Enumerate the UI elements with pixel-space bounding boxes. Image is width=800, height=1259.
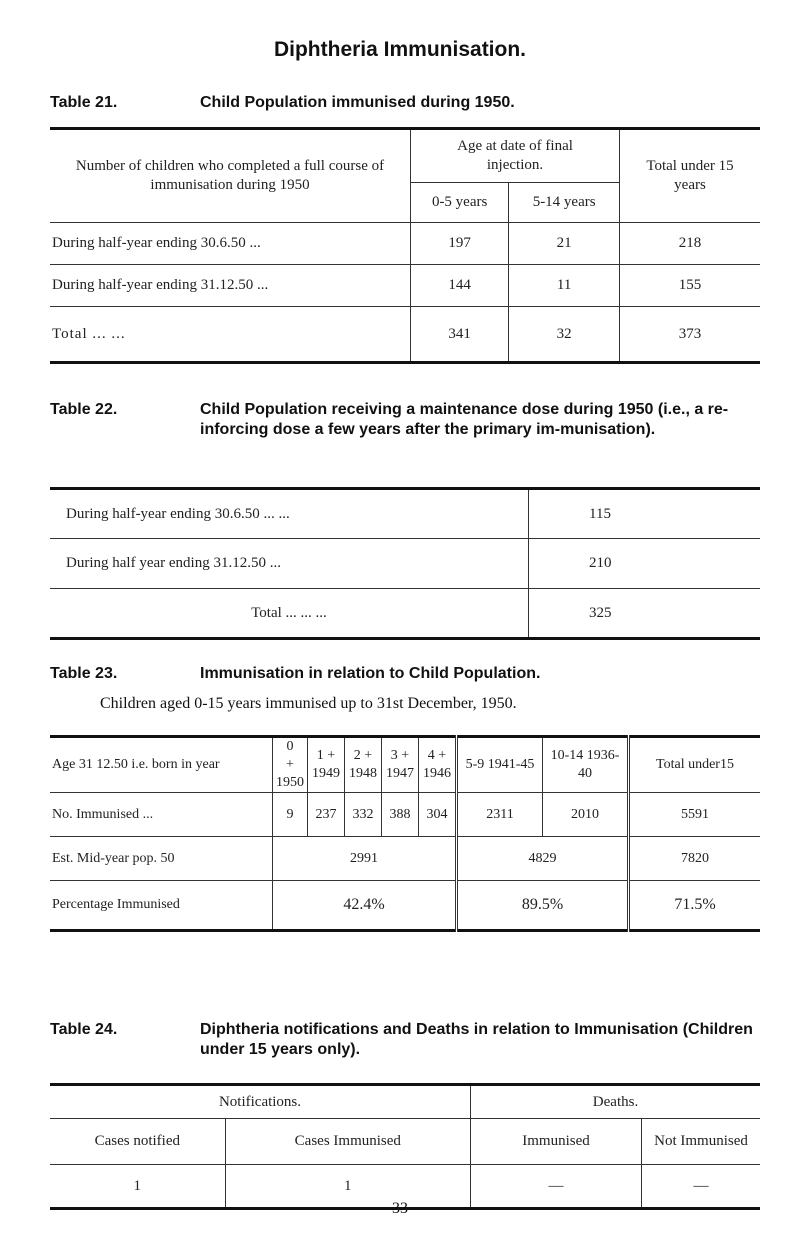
table22-number: Table 22. bbox=[50, 401, 118, 418]
t23-cell: 5591 bbox=[629, 793, 761, 837]
table-row bbox=[50, 837, 760, 881]
t23-cell: 9 bbox=[273, 793, 308, 837]
t21-header-age-a: 0-5 years bbox=[411, 183, 509, 223]
table-row bbox=[50, 539, 760, 589]
t23-row-label: Percentage Immunised bbox=[50, 881, 273, 931]
table24-title: Diphtheria notifications and Deaths in relation to Immunisation (Children under 15 years only). bbox=[200, 1021, 753, 1058]
table-row bbox=[50, 881, 760, 931]
table22 bbox=[50, 487, 760, 640]
t23-col-header: 4 + 1946 bbox=[419, 737, 457, 793]
t24-col-header: Cases notified bbox=[50, 1119, 225, 1165]
t23-col-header: 2 + 1948 bbox=[345, 737, 382, 793]
t24-notifications: Notifications. bbox=[50, 1085, 471, 1119]
t24-cell: — bbox=[471, 1165, 642, 1209]
t21-cell: 21 bbox=[509, 223, 620, 265]
t23-col-header: 5-9 1941-45 bbox=[457, 737, 543, 793]
t23-row-label: No. Immunised ... bbox=[50, 793, 273, 837]
table24-number: Table 24. bbox=[50, 1021, 118, 1038]
t21-cell: 218 bbox=[620, 223, 761, 265]
t21-row-label: During half-year ending 31.12.50 ... bbox=[50, 265, 411, 307]
t22-row-label: During half year ending 31.12.50 ... bbox=[50, 539, 529, 589]
t23-cell: 2991 bbox=[273, 837, 457, 881]
t21-cell: 373 bbox=[620, 307, 761, 363]
t23-col-header: 3 + 1947 bbox=[382, 737, 419, 793]
t21-header-total: Total under 15 years bbox=[620, 129, 761, 223]
t23-cell: 2010 bbox=[543, 793, 629, 837]
table22-caption bbox=[50, 400, 770, 464]
t24-deaths: Deaths. bbox=[471, 1085, 761, 1119]
table23-caption bbox=[50, 664, 770, 688]
t24-col-header: Not Immunised bbox=[642, 1119, 761, 1165]
t21-row-label: During half-year ending 30.6.50 ... bbox=[50, 223, 411, 265]
t23-cell: 2311 bbox=[457, 793, 543, 837]
t21-cell: 32 bbox=[509, 307, 620, 363]
t23-col-header: Total under15 bbox=[629, 737, 761, 793]
t21-cell: 11 bbox=[509, 265, 620, 307]
t24-col-header: Immunised bbox=[471, 1119, 642, 1165]
t23-cell: 332 bbox=[345, 793, 382, 837]
t21-cell: 144 bbox=[411, 265, 509, 307]
table-row bbox=[50, 307, 760, 363]
t23-cell: 304 bbox=[419, 793, 457, 837]
table-row bbox=[50, 265, 760, 307]
t24-col-header: Cases Immunised bbox=[225, 1119, 470, 1165]
t22-cell: 115 bbox=[529, 489, 761, 539]
table23-subtitle: Children aged 0-15 years immunised up to 31st December, 1950. bbox=[100, 695, 517, 712]
page-number: 33 bbox=[392, 1200, 408, 1217]
t23-col-header: 1 + 1949 bbox=[308, 737, 345, 793]
table-row bbox=[50, 223, 760, 265]
t21-cell: 155 bbox=[620, 265, 761, 307]
t22-row-label: During half-year ending 30.6.50 ... ... bbox=[50, 489, 529, 539]
table21-caption bbox=[50, 93, 770, 117]
table-row bbox=[50, 793, 760, 837]
table23-number: Table 23. bbox=[50, 665, 118, 682]
t23-cell: 89.5% bbox=[457, 881, 629, 931]
t23-cell: 388 bbox=[382, 793, 419, 837]
table24-caption bbox=[50, 1020, 770, 1066]
table21-number: Table 21. bbox=[50, 94, 118, 111]
t24-cell: 1 bbox=[50, 1165, 225, 1209]
t22-row-label: Total ... ... ... bbox=[50, 589, 529, 639]
t21-row-label: Total ... ... bbox=[50, 307, 411, 363]
t23-cell: 4829 bbox=[457, 837, 629, 881]
t23-col-header: 0 + 1950 bbox=[273, 737, 308, 793]
table24 bbox=[50, 1083, 760, 1210]
t21-header-col1: Number of children who completed a full course of immunisation during 1950 bbox=[50, 129, 411, 223]
table-row bbox=[50, 489, 760, 539]
t24-cell: — bbox=[642, 1165, 761, 1209]
t22-cell: 325 bbox=[529, 589, 761, 639]
t23-header-label: Age 31 12.50 i.e. born in year bbox=[50, 737, 273, 793]
t23-cell: 71.5% bbox=[629, 881, 761, 931]
t23-cell: 42.4% bbox=[273, 881, 457, 931]
table23 bbox=[50, 735, 760, 932]
table22-title: Child Population receiving a maintenance dose during 1950 (i.e., a re-inforcing dose a few years after the primary im-munisation). bbox=[200, 401, 729, 438]
t24-cell: 1 bbox=[225, 1165, 470, 1209]
t22-cell: 210 bbox=[529, 539, 761, 589]
table21-title: Child Population immunised during 1950. bbox=[200, 94, 515, 111]
t23-row-label: Est. Mid-year pop. 50 bbox=[50, 837, 273, 881]
table-row bbox=[50, 589, 760, 639]
t23-col-header: 10-14 1936-40 bbox=[543, 737, 629, 793]
t23-cell: 7820 bbox=[629, 837, 761, 881]
t23-cell: 237 bbox=[308, 793, 345, 837]
table21 bbox=[50, 127, 760, 364]
t21-cell: 341 bbox=[411, 307, 509, 363]
t21-header-age: Age at date of final injection. bbox=[411, 129, 620, 183]
t21-cell: 197 bbox=[411, 223, 509, 265]
t21-header-age-b: 5-14 years bbox=[509, 183, 620, 223]
page-title: Diphtheria Immunisation. bbox=[273, 38, 527, 61]
table23-title: Immunisation in relation to Child Population. bbox=[200, 665, 541, 682]
